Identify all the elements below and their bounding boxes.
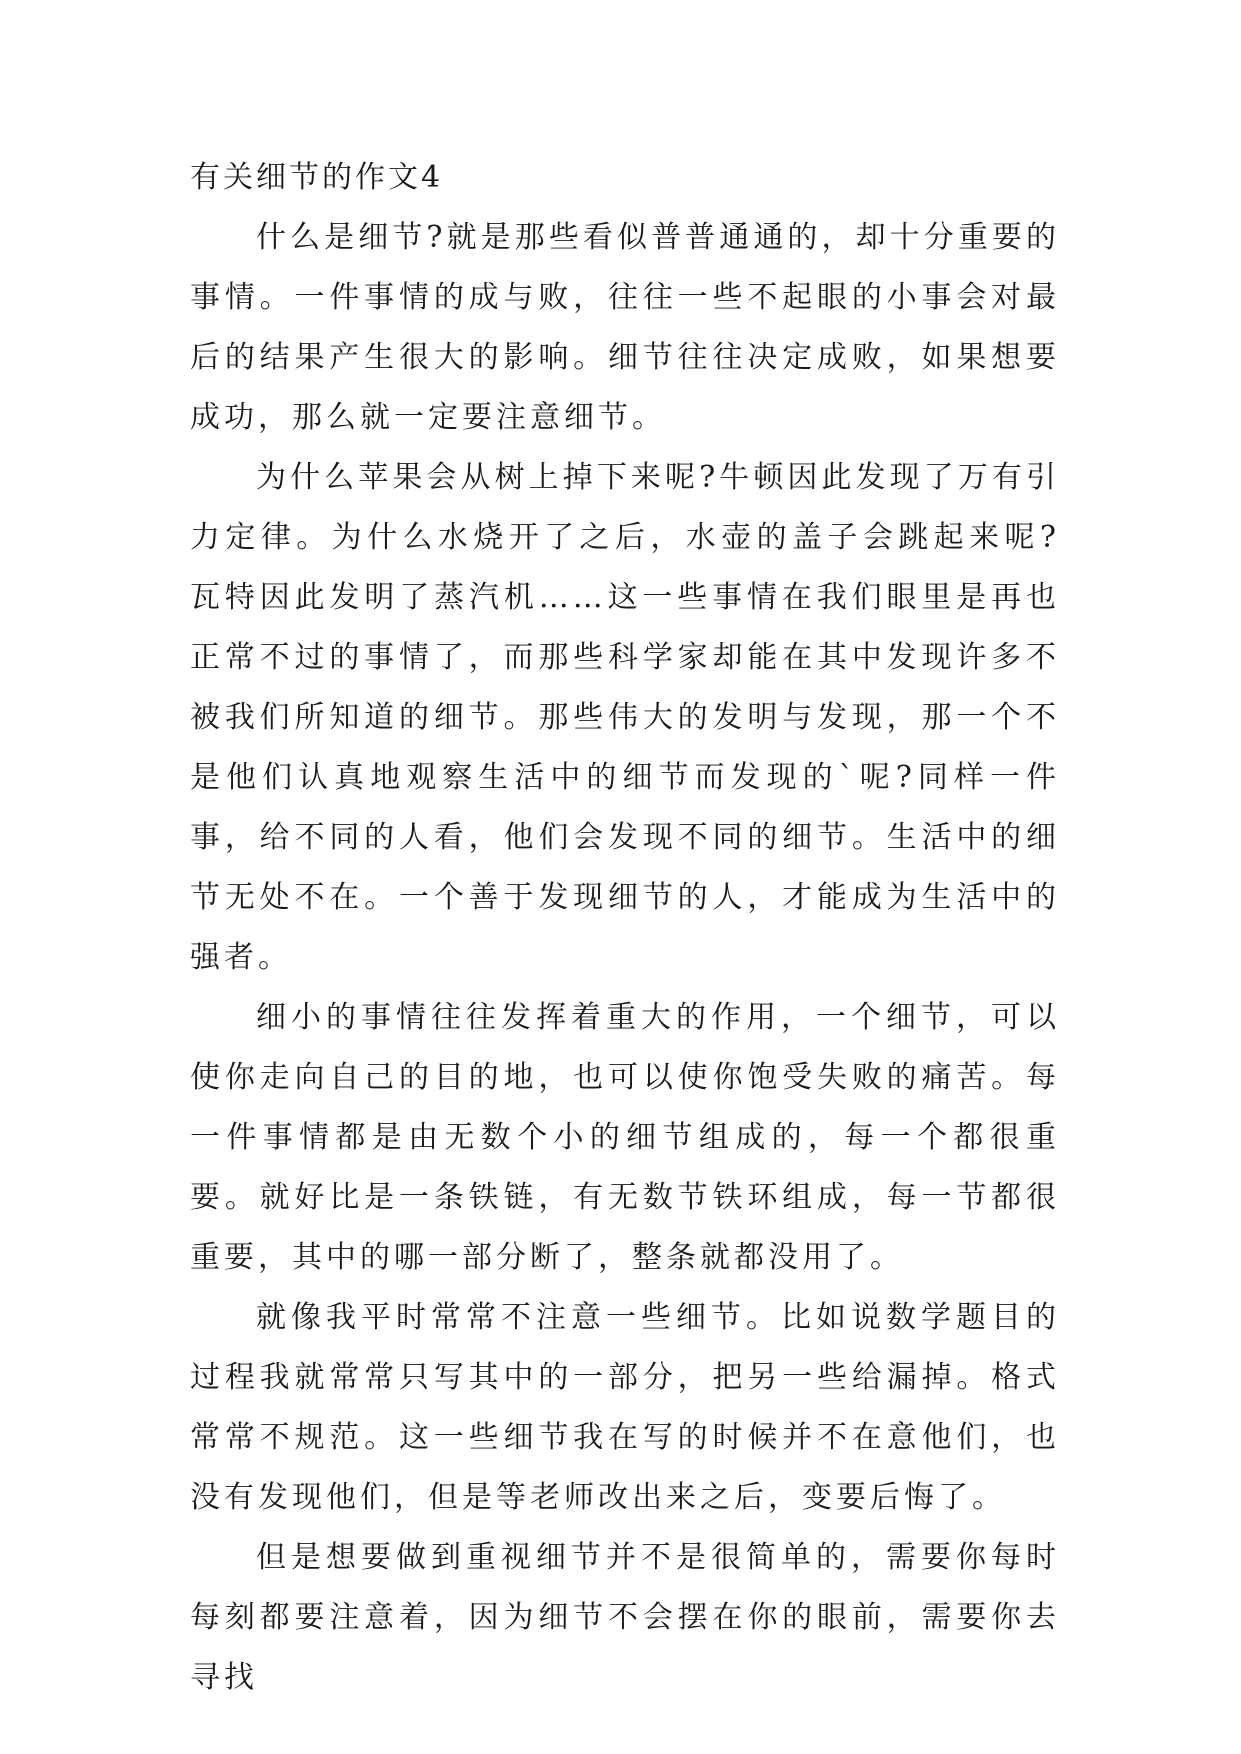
document-title: 有关细节的作文4	[190, 160, 444, 195]
paragraph-1: 什么是细节?就是那些看似普普通通的，却十分重要的事情。一件事情的成与败，往往一些不起眼的小事会对最后的结果产生很大的影响。细节往往决定成败，如果想要成功，那么就一定要注意细节。	[190, 220, 1060, 435]
paragraph-5: 但是想要做到重视细节并不是很简单的，需要你每时每刻都要注意着，因为细节不会摆在你的眼前，需要你去寻找	[190, 1540, 1060, 1695]
paragraph-2: 为什么苹果会从树上掉下来呢?牛顿因此发现了万有引力定律。为什么水烧开了之后，水壶的盖子会跳起来呢?瓦特因此发明了蒸汽机……这一些事情在我们眼里是再也正常不过的事情了，而那些科学家却能在其中发现许多不被我们所知道的细节。那些伟大的发明与发现，那一个不是他们认真地观察生活中的细节而发现的`呢?同样一件事，给不同的人看，他们会发现不同的细节。生活中的细节无处不在。一个善于发现细节的人，才能成为生活中的强者。	[190, 460, 1060, 975]
document-body	[190, 148, 1060, 1708]
paragraph-3: 细小的事情往往发挥着重大的作用，一个细节，可以使你走向自己的目的地，也可以使你饱受失败的痛苦。每一件事情都是由无数个小的细节组成的，每一个都很重要。就好比是一条铁链，有无数节铁环组成，每一节都很重要，其中的哪一部分断了，整条就都没用了。	[190, 1000, 1060, 1275]
paragraph-4: 就像我平时常常不注意一些细节。比如说数学题目的过程我就常常只写其中的一部分，把另一些给漏掉。格式常常不规范。这一些细节我在写的时候并不在意他们，也没有发现他们，但是等老师改出来之后，变要后悔了。	[190, 1300, 1060, 1515]
